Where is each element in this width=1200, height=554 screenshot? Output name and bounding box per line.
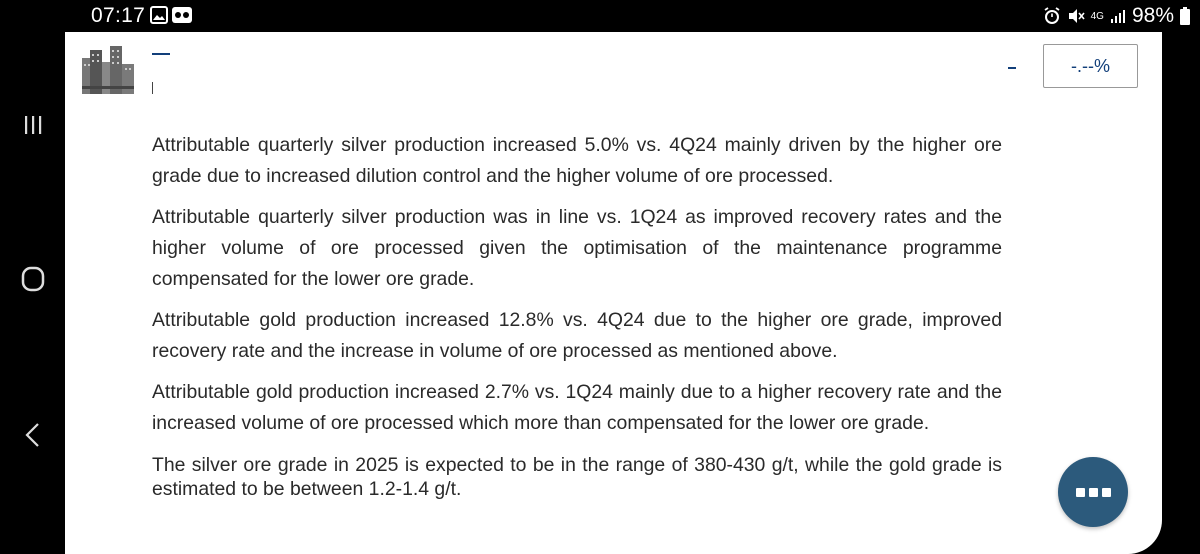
recents-icon [23,114,43,136]
app-screen [65,32,1162,554]
more-options-button[interactable] [1058,457,1128,527]
building-icon [82,44,134,94]
subtitle-placeholder [152,82,153,94]
back-icon [23,422,43,448]
mute-icon [1067,7,1085,25]
gallery-notification-icon [150,6,168,24]
status-right [1043,4,1190,28]
article-content [152,130,1002,511]
signal-icon [1110,8,1126,24]
battery-icon [1180,7,1190,25]
outlook-paragraph: The silver ore grade in 2025 is expected to be in the range of 380-430 g/t, while the gold grade is estimated to be between 1.2-1.4 g/t. [152,454,1002,500]
back-button[interactable] [0,418,65,452]
paragraph: Attributable gold production increased 2.7% vs. 1Q24 mainly due to a higher recovery rate and the increased volume of ore processed which more than compensated for the lower ore grade. [152,381,1002,434]
recents-button[interactable] [0,110,65,140]
paragraph: Attributable quarterly silver production was in line vs. 1Q24 as improved recovery rates and the higher volume of ore processed given the optimisation of the maintenance programme compensated for the lower ore grade. [152,206,1002,290]
change-percent: -.--% [1071,55,1110,76]
paragraph: Attributable gold production increased 12.8% vs. 4Q24 due to the higher ore grade, improved recovery rate and the increase in volume of ore processed as mentioned above. [152,309,1002,362]
paragraph: Attributable quarterly silver production increased 5.0% vs. 4Q24 mainly driven by the higher ore grade due to increased dilution control and the higher volume of ore processed. [152,134,1002,187]
change-percent-box[interactable] [1043,44,1138,88]
network-type: 4G [1090,10,1104,22]
system-nav-bar [0,0,65,554]
price-placeholder [1008,67,1016,69]
alarm-icon [1043,7,1061,25]
home-icon [21,266,45,292]
status-time: 07:17 [91,4,146,27]
home-button[interactable] [0,262,65,296]
battery-level: 98% [1131,4,1174,27]
notification-icons [150,6,192,24]
app-notification-icon [172,6,192,24]
title-placeholder [152,53,170,55]
status-bar [65,0,1200,32]
more-options-icon [1076,488,1085,497]
